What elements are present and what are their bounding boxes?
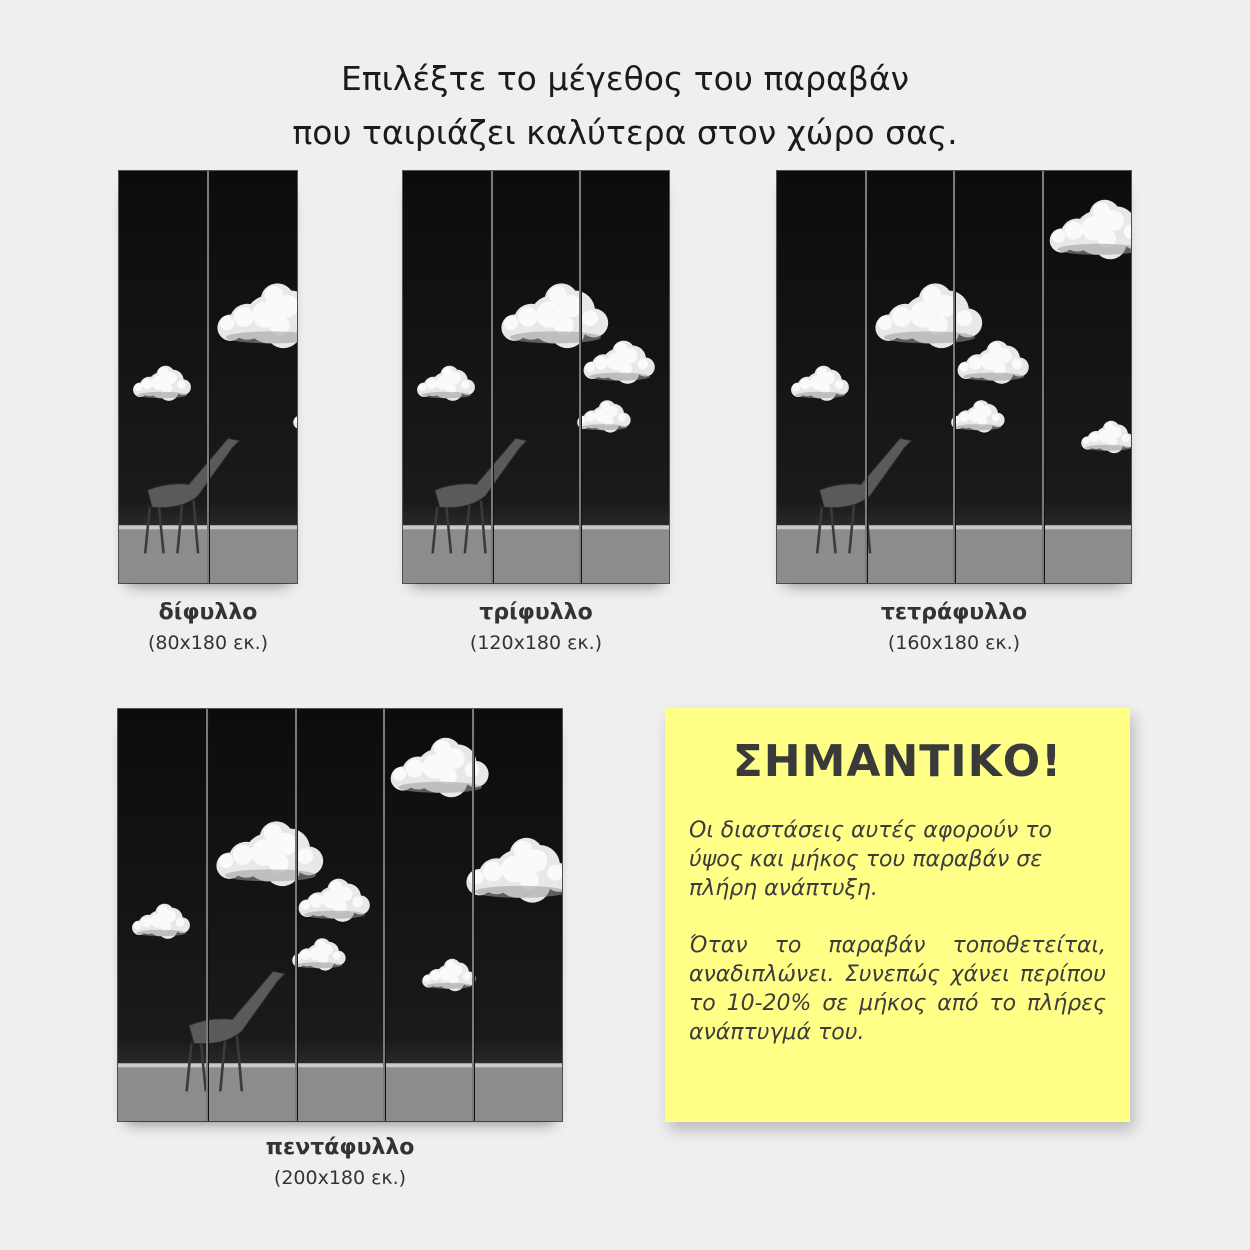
horizon-line (403, 525, 669, 529)
panel-divider (865, 171, 867, 583)
note-title: ΣΗΜΑΝΤΙΚΟ! (732, 736, 1063, 787)
screen-name: τετράφυλλο (880, 600, 1028, 625)
screen-3-panel[interactable] (403, 171, 669, 583)
panel-divider (383, 709, 385, 1121)
grassland (118, 1063, 562, 1121)
caption-5-panel (190, 1133, 490, 1193)
grassland (403, 525, 669, 583)
panel-divider (491, 171, 493, 583)
screen-name: τρίφυλλο (479, 600, 593, 625)
screen-dimensions: (160x180 εκ.) (887, 632, 1021, 654)
page-headline (0, 52, 1250, 160)
panel-divider (953, 171, 955, 583)
headline-line-2: που ταιριάζει καλύτερα στον χώρο σας. (292, 113, 958, 152)
panel-divider (295, 709, 297, 1121)
screen-5-panel[interactable] (118, 709, 562, 1121)
note-paragraph-1: Οι διαστάσεις αυτές αφορούν το ύψος και μήκος του παραβάν σε πλήρη ανάπτυξη. (689, 818, 1052, 901)
caption-3-panel (386, 598, 686, 658)
note-paragraph-2: Όταν το παραβάν τοποθετείται, αναδιπλώνει. Συνεπώς χάνει περίπου το 10-20% σε μήκος από το πλήρες ανάπτυγμά του. (689, 933, 1106, 1045)
screen-name: πεντάφυλλο (265, 1135, 415, 1160)
screen-dimensions: (80x180 εκ.) (147, 632, 269, 654)
panel-divider (579, 171, 581, 583)
giraffe-photo (403, 171, 669, 583)
screen-dimensions: (200x180 εκ.) (273, 1167, 407, 1189)
panel-divider (1042, 171, 1044, 583)
caption-4-panel (804, 598, 1104, 658)
screen-name: δίφυλλο (158, 600, 258, 625)
caption-2-panel (58, 598, 358, 658)
horizon-line (118, 1063, 562, 1067)
screen-dimensions: (120x180 εκ.) (469, 632, 603, 654)
screen-4-panel[interactable] (777, 171, 1131, 583)
panel-divider (472, 709, 474, 1121)
headline-line-1: Επιλέξτε το μέγεθος του παραβάν (340, 59, 910, 98)
panel-divider (207, 171, 209, 583)
screen-2-panel[interactable] (119, 171, 297, 583)
giraffe-photo (118, 709, 562, 1121)
important-note (665, 708, 1130, 1122)
panel-divider (206, 709, 208, 1121)
